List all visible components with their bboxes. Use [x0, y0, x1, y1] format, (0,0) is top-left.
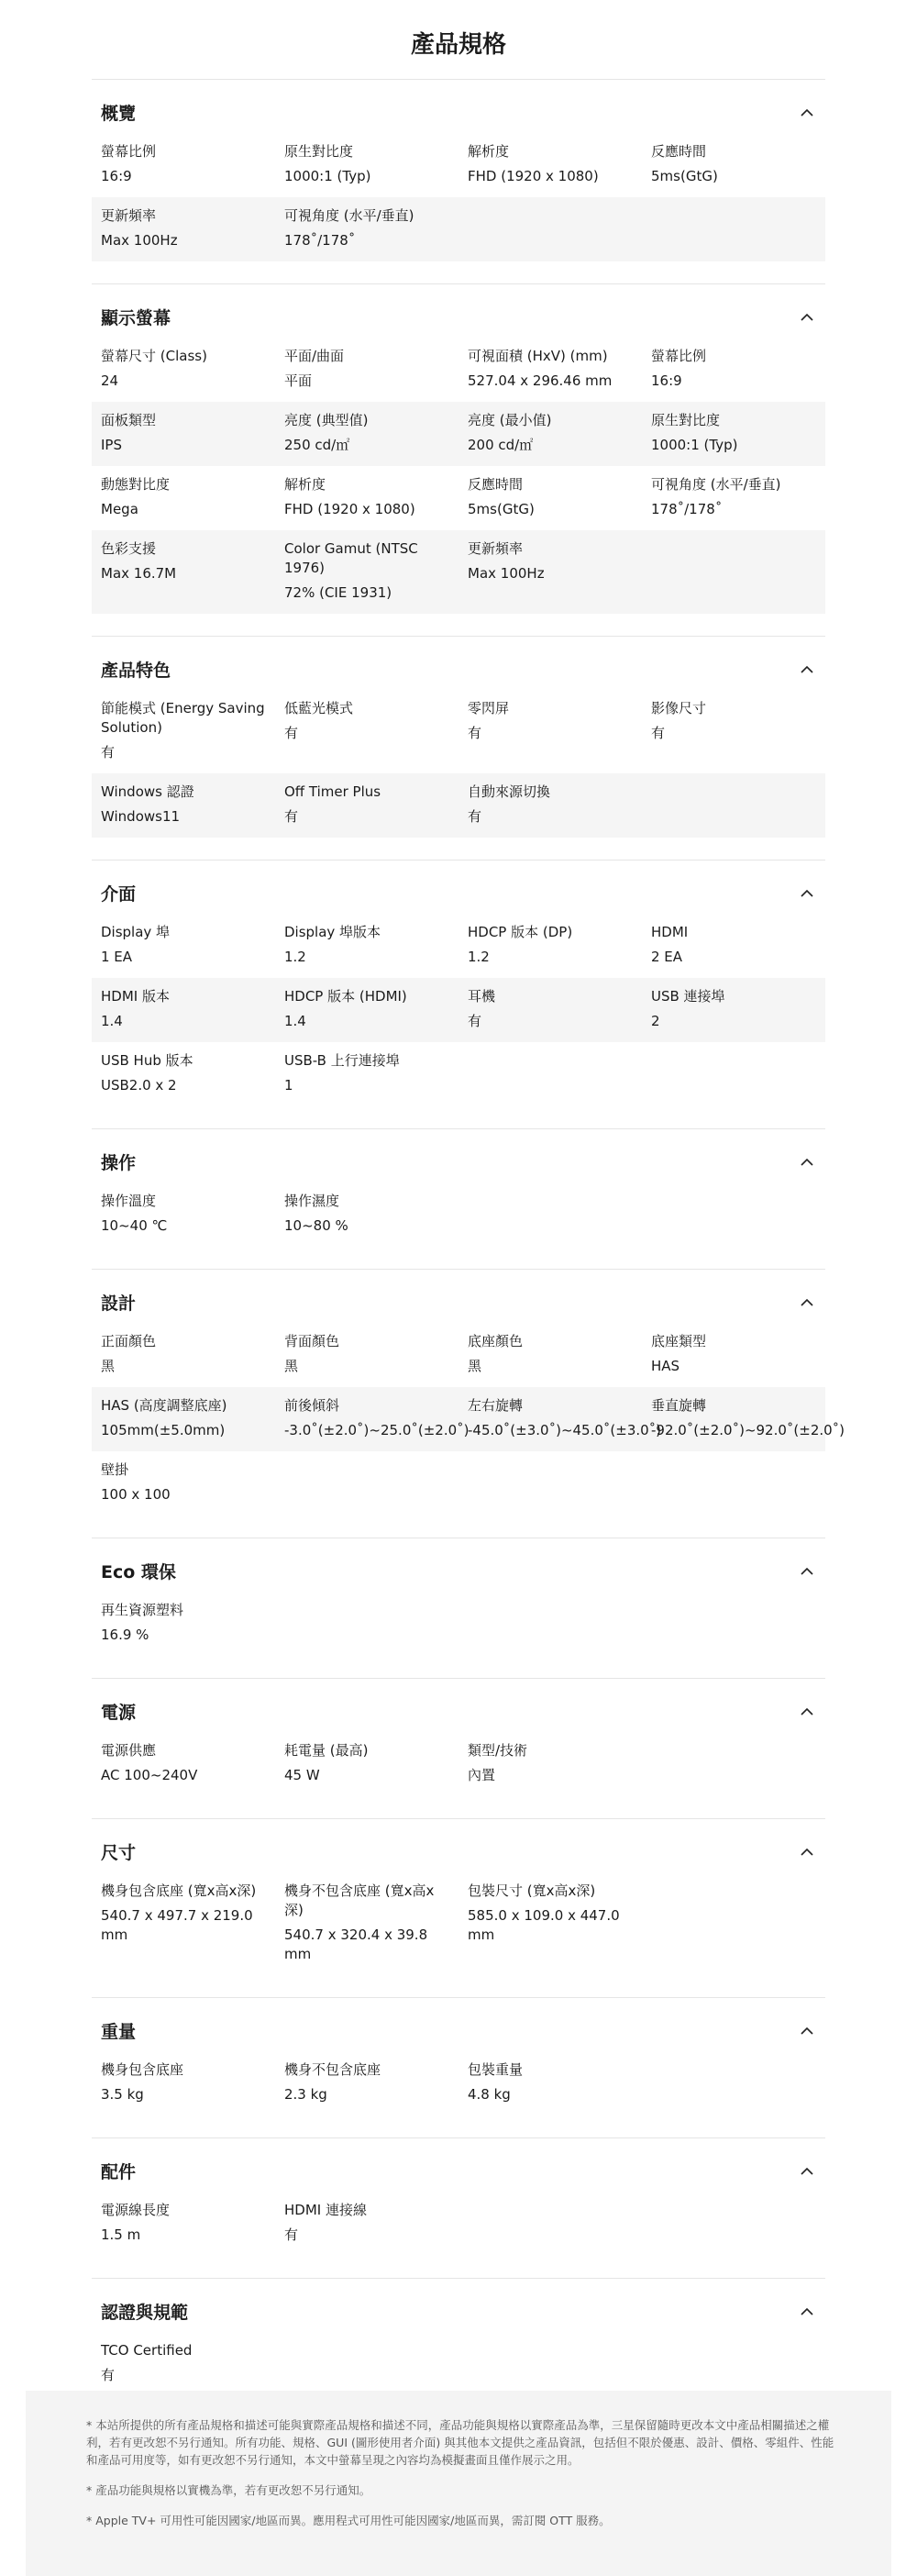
- spec-label: USB-B 上行連接埠: [284, 1052, 400, 1069]
- spec-row: [92, 2192, 825, 2256]
- spec-value: 黑: [468, 1358, 482, 1374]
- section-title: Eco 環保: [101, 1561, 176, 1582]
- spec-value: USB2.0 x 2: [101, 1077, 177, 1094]
- spec-item: [284, 987, 468, 1031]
- spec-item: [651, 142, 834, 186]
- spec-section: [92, 1269, 845, 1538]
- spec-label: HDCP 版本 (HDMI): [284, 988, 407, 1005]
- spec-label: 反應時間: [468, 476, 524, 493]
- spec-row: [92, 133, 825, 197]
- spec-value: 有: [101, 2367, 116, 2383]
- spec-row: [92, 773, 825, 838]
- spec-item: [468, 1882, 651, 1964]
- section-title: 顯示螢幕: [101, 307, 171, 328]
- spec-value: 黑: [284, 1358, 299, 1374]
- spec-label: 電源線長度: [101, 2202, 171, 2218]
- spec-item: [468, 539, 651, 603]
- spec-label: 自動來源切換: [468, 783, 551, 800]
- spec-item: [284, 1882, 468, 1964]
- spec-value: 527.04 x 296.46 mm: [468, 372, 613, 389]
- spec-item: [101, 923, 284, 967]
- spec-value: IPS: [101, 437, 122, 453]
- spec-item: [651, 987, 834, 1031]
- section-title: 概覽: [101, 103, 137, 124]
- spec-item: [284, 347, 468, 391]
- spec-label: HDCP 版本 (DP): [468, 924, 573, 940]
- spec-label: HDMI 連接線: [284, 2202, 367, 2218]
- spec-item: [468, 142, 651, 186]
- page-title: 產品規格: [410, 31, 506, 59]
- spec-section: [92, 1678, 825, 1818]
- spec-label: 可視角度 (水平/垂直): [284, 207, 414, 224]
- spec-item: [284, 1396, 468, 1440]
- spec-item: [651, 1332, 834, 1376]
- spec-item: [468, 1332, 651, 1376]
- spec-label: 更新頻率: [101, 207, 157, 224]
- section-title: 電源: [101, 1702, 137, 1723]
- chevron-up-icon[interactable]: [798, 660, 816, 678]
- spec-value: 有: [651, 725, 666, 741]
- spec-item: [101, 411, 284, 455]
- spec-value: 2 EA: [651, 949, 683, 965]
- spec-item: [101, 1882, 284, 1964]
- spec-value: Max 100Hz: [468, 565, 545, 582]
- spec-label: 亮度 (最小值): [468, 412, 552, 428]
- spec-item: [101, 783, 284, 827]
- spec-value: 585.0 x 109.0 x 447.0 mm: [468, 1907, 620, 1943]
- spec-value: 平面: [284, 372, 313, 389]
- spec-label: 底座類型: [651, 1333, 707, 1349]
- chevron-up-icon[interactable]: [798, 1702, 816, 1720]
- spec-value: 黑: [101, 1358, 116, 1374]
- spec-item: [468, 699, 651, 762]
- spec-value: 1000:1 (Typ): [651, 437, 738, 453]
- footnote: * Apple TV+ 可用性可能因國家/地區而異。應用程式可用性可能因國家/地區而異，需訂閱 OTT 服務。: [86, 2514, 611, 2527]
- section-title: 產品特色: [101, 660, 171, 681]
- spec-section: [92, 79, 825, 283]
- section-title: 重量: [101, 2021, 137, 2042]
- spec-row: [92, 1323, 825, 1387]
- spec-value: HAS: [651, 1358, 680, 1374]
- spec-item: [284, 1332, 468, 1376]
- spec-item: [101, 1051, 284, 1095]
- section-header[interactable]: [92, 1695, 825, 1727]
- spec-row: [92, 1183, 825, 1247]
- spec-item: [651, 923, 834, 967]
- spec-label: Off Timer Plus: [284, 783, 381, 800]
- spec-value: 1.2: [284, 949, 306, 965]
- spec-label: 螢幕比例: [651, 348, 707, 364]
- spec-value: 16:9: [651, 372, 682, 389]
- chevron-up-icon[interactable]: [798, 103, 816, 121]
- spec-value: 3.5 kg: [101, 2086, 144, 2103]
- spec-label: 操作溫度: [101, 1193, 157, 1209]
- spec-row: [92, 2332, 825, 2396]
- spec-value: 有: [468, 1013, 482, 1029]
- spec-section: [92, 1997, 825, 2137]
- spec-item: [284, 1192, 468, 1236]
- spec-item: [468, 1396, 662, 1440]
- spec-row: [92, 690, 825, 773]
- section-title: 配件: [101, 2161, 137, 2182]
- section-header[interactable]: [92, 2015, 825, 2046]
- spec-item: [101, 1460, 284, 1505]
- spec-value: 有: [284, 808, 299, 825]
- section-header[interactable]: [92, 1146, 825, 1177]
- spec-item: [284, 539, 468, 603]
- spec-label: 解析度: [284, 476, 326, 493]
- spec-value: 178˚/178˚: [651, 501, 723, 517]
- spec-value: 178˚/178˚: [284, 232, 356, 249]
- spec-row: [92, 914, 825, 978]
- spec-value: 2: [651, 1013, 660, 1029]
- spec-value: 1.2: [468, 949, 490, 965]
- chevron-up-icon[interactable]: [798, 307, 816, 326]
- spec-label: 包裝重量: [468, 2061, 524, 2078]
- spec-value: 1: [284, 1077, 293, 1094]
- section-header[interactable]: [92, 1555, 825, 1586]
- spec-value: Mega: [101, 501, 138, 517]
- spec-value: 1.4: [284, 1013, 306, 1029]
- chevron-up-icon[interactable]: [798, 2302, 816, 2320]
- spec-label: 色彩支援: [101, 540, 157, 557]
- spec-item: [284, 475, 468, 519]
- spec-value: 540.7 x 320.4 x 39.8 mm: [284, 1926, 428, 1962]
- spec-value: 有: [468, 808, 482, 825]
- spec-item: [284, 923, 468, 967]
- section-title: 設計: [101, 1293, 137, 1314]
- spec-item: [101, 2201, 284, 2245]
- spec-item: [651, 1396, 845, 1440]
- spec-item: [651, 699, 834, 762]
- spec-item: [101, 1192, 284, 1236]
- spec-value: 5ms(GtG): [468, 501, 535, 517]
- spec-value: 10~40 ℃: [101, 1217, 168, 1234]
- spec-row: [92, 402, 825, 466]
- spec-value: FHD (1920 x 1080): [468, 168, 599, 184]
- spec-label: 零閃屏: [468, 700, 510, 716]
- spec-label: 機身包含底座 (寬x高x深): [101, 1882, 257, 1899]
- spec-label: Display 埠: [101, 924, 171, 940]
- spec-item: [468, 411, 651, 455]
- spec-value: 1.5 m: [101, 2226, 141, 2243]
- chevron-up-icon[interactable]: [798, 2021, 816, 2039]
- spec-label: 反應時間: [651, 143, 707, 160]
- spec-value: 1.4: [101, 1013, 123, 1029]
- spec-section: [92, 283, 825, 636]
- spec-item: [101, 142, 284, 186]
- spec-label: 左右旋轉: [468, 1397, 524, 1414]
- spec-section: [92, 860, 825, 1128]
- section-header[interactable]: [92, 2155, 825, 2186]
- spec-section: [92, 1128, 825, 1269]
- section-title: 介面: [101, 883, 137, 905]
- spec-row: [92, 1042, 825, 1106]
- spec-label: TCO Certified: [101, 2342, 193, 2359]
- spec-value: 2.3 kg: [284, 2086, 327, 2103]
- spec-row: [92, 1592, 825, 1656]
- spec-value: Max 100Hz: [101, 232, 178, 249]
- spec-value: 200 cd/㎡: [468, 437, 534, 453]
- spec-label: 前後傾斜: [284, 1397, 340, 1414]
- spec-value: Max 16.7M: [101, 565, 177, 582]
- spec-item: [468, 783, 651, 827]
- spec-label: 電源供應: [101, 1742, 157, 1759]
- spec-item: [101, 1332, 284, 1376]
- spec-label: 包裝尺寸 (寬x高x深): [468, 1882, 596, 1899]
- spec-label: Display 埠版本: [284, 924, 381, 940]
- spec-label: 低藍光模式: [284, 700, 354, 716]
- spec-label: 原生對比度: [651, 412, 721, 428]
- spec-label: 亮度 (典型值): [284, 412, 369, 428]
- spec-list: [92, 79, 845, 2418]
- spec-value: FHD (1920 x 1080): [284, 501, 415, 517]
- spec-label: 正面顏色: [101, 1333, 157, 1349]
- spec-item: [101, 1741, 284, 1785]
- spec-value: 45 W: [284, 1767, 320, 1783]
- chevron-up-icon[interactable]: [798, 883, 816, 902]
- spec-label: 背面顏色: [284, 1333, 340, 1349]
- spec-value: 內置: [468, 1767, 496, 1783]
- spec-item: [468, 987, 651, 1031]
- spec-item: [651, 411, 834, 455]
- spec-item: [101, 347, 284, 391]
- spec-label: 平面/曲面: [284, 348, 345, 364]
- spec-value: 105mm(±5.0mm): [101, 1422, 226, 1438]
- section-header[interactable]: [92, 96, 825, 128]
- spec-item: [651, 347, 834, 391]
- spec-item: [468, 923, 651, 967]
- spec-label: Windows 認證: [101, 783, 194, 800]
- spec-label: 垂直旋轉: [651, 1397, 707, 1414]
- spec-row: [92, 978, 825, 1042]
- section-title: 操作: [101, 1152, 137, 1173]
- spec-label: USB 連接埠: [651, 988, 725, 1005]
- spec-row: [92, 1732, 825, 1796]
- spec-item: [284, 1051, 468, 1095]
- spec-value: 540.7 x 497.7 x 219.0 mm: [101, 1907, 253, 1943]
- section-title: 尺寸: [101, 1842, 137, 1863]
- spec-item: [284, 142, 468, 186]
- spec-item: [284, 206, 468, 250]
- disclaimer-footer: [26, 2391, 891, 2576]
- spec-item: [468, 1741, 651, 1785]
- spec-label: 耳機: [468, 988, 496, 1005]
- spec-label: 耗電量 (最高): [284, 1742, 369, 1759]
- spec-value: -45.0˚(±3.0˚)~45.0˚(±3.0˚): [468, 1422, 662, 1438]
- spec-item: [101, 2341, 284, 2385]
- spec-section: [92, 2137, 825, 2278]
- spec-label: 更新頻率: [468, 540, 524, 557]
- spec-row: [92, 466, 825, 530]
- spec-label: HDMI 版本: [101, 988, 170, 1005]
- spec-item: [101, 475, 284, 519]
- spec-value: 16:9: [101, 168, 132, 184]
- section-title: 認證與規範: [101, 2302, 189, 2323]
- chevron-up-icon[interactable]: [798, 1561, 816, 1580]
- spec-item: [468, 2060, 651, 2104]
- spec-row: [92, 338, 825, 402]
- chevron-up-icon[interactable]: [798, 1152, 816, 1171]
- spec-label: 螢幕尺寸 (Class): [101, 348, 207, 364]
- spec-label: 節能模式 (Energy Saving Solution): [101, 700, 265, 736]
- spec-value: 4.8 kg: [468, 2086, 511, 2103]
- spec-section: [92, 1538, 825, 1678]
- spec-item: [101, 1396, 284, 1440]
- footnote: * 產品功能與規格以實機為準，若有更改恕不另行通知。: [86, 2483, 371, 2497]
- spec-value: 100 x 100: [101, 1486, 171, 1503]
- spec-value: 24: [101, 372, 119, 389]
- section-header[interactable]: [92, 877, 825, 908]
- spec-item: [468, 347, 651, 391]
- spec-label: 機身包含底座: [101, 2061, 184, 2078]
- spec-value: AC 100~240V: [101, 1767, 198, 1783]
- section-header[interactable]: [92, 2295, 825, 2326]
- spec-value: 有: [101, 744, 116, 761]
- spec-value: 5ms(GtG): [651, 168, 718, 184]
- spec-label: 機身不包含底座 (寬x高x深): [284, 1882, 435, 1918]
- spec-value: -92.0˚(±2.0˚)~92.0˚(±2.0˚): [651, 1422, 845, 1438]
- spec-value: 有: [468, 725, 482, 741]
- footnote: * 本站所提供的所有產品規格和描述可能與實際產品規格和描述不同，產品功能與規格以實際產品為準，三星保留隨時更改本文中產品相關描述之權利，若有更改恕不另行通知。所有功能、規格、GUI (圖形使用者介面) 與其他本文提供之產品資訊，包括但不限於優惠、設計、價格、零組件、性能和產品可用度等，如有更改恕不另行通知，本文中螢幕呈現之內容均為模擬畫面且僅作展示之用。: [86, 2418, 834, 2467]
- spec-label: 解析度: [468, 143, 510, 160]
- spec-value: Windows11: [101, 808, 181, 825]
- spec-label: 類型/技術: [468, 1742, 528, 1759]
- spec-label: 原生對比度: [284, 143, 354, 160]
- section-header[interactable]: [92, 301, 825, 332]
- spec-item: [651, 475, 834, 519]
- chevron-up-icon[interactable]: [798, 1293, 816, 1311]
- spec-row: [92, 1451, 825, 1516]
- spec-row: [92, 1387, 845, 1451]
- spec-item: [101, 987, 284, 1031]
- section-header[interactable]: [92, 653, 825, 684]
- spec-value: 72% (CIE 1931): [284, 584, 392, 601]
- spec-item: [101, 539, 284, 603]
- spec-row: [92, 197, 825, 261]
- spec-label: Color Gamut (NTSC 1976): [284, 540, 418, 576]
- spec-label: HAS (高度調整底座): [101, 1397, 227, 1414]
- spec-value: 有: [284, 725, 299, 741]
- spec-label: 影像尺寸: [651, 700, 707, 716]
- spec-section: [92, 1818, 825, 1997]
- spec-value: 1 EA: [101, 949, 133, 965]
- spec-item: [284, 2060, 468, 2104]
- spec-label: 操作濕度: [284, 1193, 340, 1209]
- spec-value: -3.0˚(±2.0˚)~25.0˚(±2.0˚): [284, 1422, 470, 1438]
- section-header[interactable]: [92, 1286, 825, 1317]
- spec-item: [101, 699, 284, 762]
- spec-label: 再生資源塑料: [101, 1602, 184, 1618]
- spec-item: [101, 2060, 284, 2104]
- spec-value: 10~80 %: [284, 1217, 348, 1234]
- spec-value: 250 cd/㎡: [284, 437, 350, 453]
- spec-item: [284, 699, 468, 762]
- spec-label: 螢幕比例: [101, 143, 157, 160]
- section-header[interactable]: [92, 1836, 825, 1867]
- spec-item: [284, 411, 468, 455]
- chevron-up-icon[interactable]: [798, 2161, 816, 2180]
- spec-label: 動態對比度: [101, 476, 171, 493]
- spec-label: 可視面積 (HxV) (mm): [468, 348, 608, 364]
- spec-item: [284, 2201, 468, 2245]
- spec-value: 16.9 %: [101, 1627, 149, 1643]
- spec-label: 底座顏色: [468, 1333, 524, 1349]
- spec-row: [92, 1872, 825, 1975]
- spec-label: 壁掛: [101, 1461, 129, 1478]
- spec-label: 機身不包含底座: [284, 2061, 381, 2078]
- spec-item: [101, 1601, 284, 1645]
- chevron-up-icon[interactable]: [798, 1842, 816, 1860]
- spec-row: [92, 530, 825, 614]
- spec-item: [101, 206, 284, 250]
- spec-label: HDMI: [651, 924, 689, 940]
- spec-label: USB Hub 版本: [101, 1052, 193, 1069]
- spec-row: [92, 2051, 825, 2115]
- spec-item: [468, 475, 651, 519]
- spec-section: [92, 636, 825, 860]
- spec-label: 面板類型: [101, 412, 157, 428]
- spec-label: 可視角度 (水平/垂直): [651, 476, 781, 493]
- spec-item: [284, 783, 468, 827]
- spec-value: 有: [284, 2226, 299, 2243]
- spec-item: [284, 1741, 468, 1785]
- spec-value: 1000:1 (Typ): [284, 168, 371, 184]
